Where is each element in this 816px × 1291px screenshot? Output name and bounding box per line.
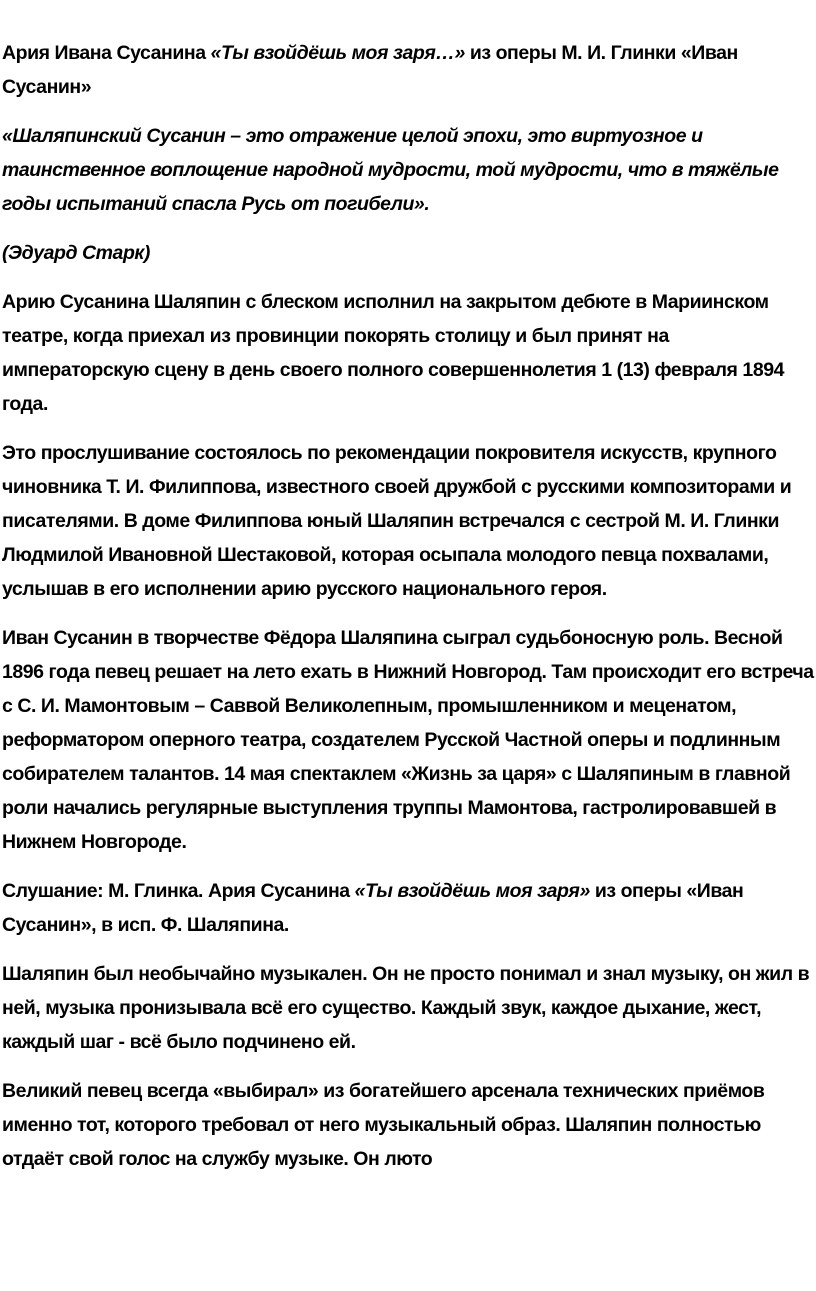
epigraph-quote: «Шаляпинский Сусанин – это отражение целой эпохи, это виртуозное и таинственное воплощение народной мудрости, той мудрости, что в тяжёлые годы испытаний спасла Русь от погибели». bbox=[2, 125, 779, 215]
title-aria-name: «Ты взойдёшь моя заря…» bbox=[210, 42, 465, 64]
paragraph-audition: Это прослушивание состоялось по рекомендации покровителя искусств, крупного чиновника Т. И. Филиппова, известного своей дружбой с русскими композиторами и писателями. В доме Филиппова юный Шаляпин встречался с сестрой М. И. Глинки Людмилой Ивановной Шестаковой, которая осыпала молодого певца похвалами, услышав в его исполнении арию русского национального героя. bbox=[2, 442, 792, 600]
paragraph-technique: Великий певец всегда «выбирал» из богатейшего арсенала технических приёмов именно тот, которого требовал от него музыкальный образ. Шаляпин полностью отдаёт свой голос на службу музыке. Он люто bbox=[2, 1080, 765, 1170]
paragraph-listening bbox=[2, 874, 814, 942]
title-opera: из оперы М. И. Глинки «Иван Сусанин» bbox=[2, 42, 738, 98]
paragraph-mamontov: Иван Сусанин в творчестве Фёдора Шаляпина сыграл судьбоносную роль. Весной 1896 года певец решает на лето ехать в Нижний Новгород. Там происходит его встреча с С. И. Мамонтовым – Саввой Великолепным, промышленником и меценатом, реформатором оперного театра, создателем Русской Частной оперы и подлинным собирателем талантов. 14 мая спектаклем «Жизнь за царя» с Шаляпиным в главной роли начались регулярные выступления труппы Мамонтова, гастролировавшей в Нижнем Новгороде. bbox=[2, 627, 814, 853]
title-text: Ария Ивана Сусанина bbox=[2, 42, 211, 64]
listening-opera: из оперы «Иван Сусанин», в исп. Ф. Шаляпина. bbox=[2, 880, 744, 936]
epigraph-author: (Эдуард Старк) bbox=[2, 242, 150, 264]
paragraph-debut: Арию Сусанина Шаляпин с блеском исполнил на закрытом дебюте в Мариинском театре, когда приехал из провинции покорять столицу и был принят на императорскую сцену в день своего полного совершеннолетия 1 (13) февраля 1894 года. bbox=[2, 291, 784, 415]
listening-text: Слушание: М. Глинка. Ария Сусанина bbox=[2, 880, 355, 902]
document-title bbox=[2, 36, 814, 104]
listening-aria-name: «Ты взойдёшь моя заря» bbox=[354, 880, 590, 902]
paragraph-musicality: Шаляпин был необычайно музыкален. Он не просто понимал и знал музыку, он жил в ней, музыка пронизывала всё его существо. Каждый звук, каждое дыхание, жест, каждый шаг - всё было подчинено ей. bbox=[2, 963, 810, 1053]
